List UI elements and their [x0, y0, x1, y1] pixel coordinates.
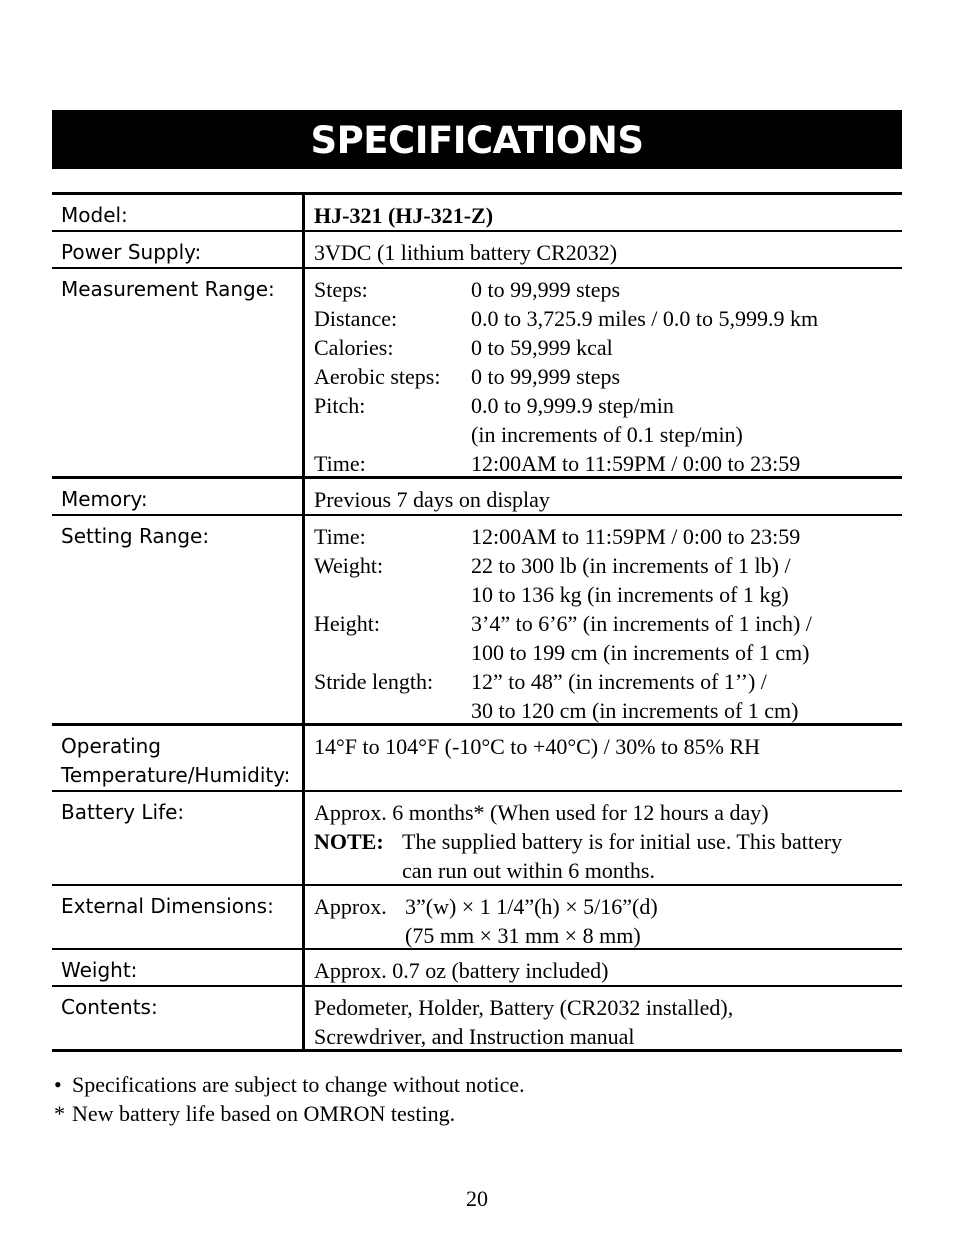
spec-label: Weight: — [52, 950, 305, 985]
spec-value: Pedometer, Holder, Battery (CR2032 installed), Screwdriver, and Instruction manual — [314, 995, 734, 1049]
spec-value: 3VDC (1 lithium battery CR2032) — [314, 240, 618, 265]
spec-row-contents — [52, 987, 902, 1052]
spec-row-memory — [52, 479, 902, 516]
specifications-table — [52, 192, 902, 1052]
spec-value — [305, 516, 902, 723]
setting-item: 30 to 120 cm (in increments of 1 cm) — [471, 698, 799, 723]
measurement-item: Calories: 0 to 59,999 kcal — [314, 335, 613, 360]
spec-label: Operating Temperature/Humidity: — [52, 726, 305, 790]
spec-row-external-dimensions — [52, 886, 902, 950]
spec-label: Battery Life: — [52, 792, 305, 884]
spec-value: Approx. 6 months* (When used for 12 hours a day) NOTE: The supplied battery is for initial use. This battery can run out within 6 months. — [305, 792, 902, 884]
setting-item: 10 to 136 kg (in increments of 1 kg) — [471, 582, 789, 607]
spec-value: 14°F to 104°F (-10°C to +40°C) / 30% to 85% RH — [314, 734, 761, 759]
footnotes — [54, 1070, 525, 1128]
page-title: SPECIFICATIONS — [52, 110, 902, 169]
setting-item: Height: 3’4” to 6’6” (in increments of 1 inch) / — [314, 611, 812, 636]
battery-note: NOTE: The supplied battery is for initial use. This battery can run out within 6 months. — [314, 829, 843, 883]
spec-row-model — [52, 195, 902, 232]
spec-row-battery-life — [52, 792, 902, 886]
measurement-item: Aerobic steps: 0 to 99,999 steps — [314, 364, 621, 389]
spec-label: External Dimensions: — [52, 886, 305, 948]
spec-row-measurement-range — [52, 269, 902, 479]
setting-item: Weight: 22 to 300 lb (in increments of 1 lb) / — [314, 553, 791, 578]
spec-label: Power Supply: — [52, 232, 305, 267]
spec-row-power-supply — [52, 232, 902, 269]
spec-value: Approx. 3”(w) × 1 1/4”(h) × 5/16”(d) (75 mm × 31 mm × 8 mm) — [314, 894, 658, 948]
spec-label: Memory: — [52, 479, 305, 514]
spec-label: Contents: — [52, 987, 305, 1049]
spec-label: Setting Range: — [52, 516, 305, 723]
footnote: • Specifications are subject to change without notice. — [54, 1072, 525, 1097]
setting-item: Stride length: 12” to 48” (in increments of 1’’) / — [314, 669, 767, 694]
spec-value — [305, 269, 902, 476]
spec-row-operating-conditions — [52, 726, 902, 792]
spec-label: Model: — [52, 195, 305, 230]
spec-value: Approx. 0.7 oz (battery included) — [314, 958, 609, 983]
measurement-item: Time: 12:00AM to 11:59PM / 0:00 to 23:59 — [314, 451, 801, 476]
spec-label: Measurement Range: — [52, 269, 305, 476]
setting-item: 100 to 199 cm (in increments of 1 cm) — [471, 640, 810, 665]
measurement-item: Distance: 0.0 to 3,725.9 miles / 0.0 to 5,999.9 km — [314, 306, 819, 331]
spec-value: HJ-321 (HJ-321-Z) — [314, 203, 494, 228]
measurement-item: Steps: 0 to 99,999 steps — [314, 277, 621, 302]
footnote: * New battery life based on OMRON testing. — [54, 1101, 456, 1126]
spec-row-setting-range — [52, 516, 902, 726]
measurement-item: Pitch: 0.0 to 9,999.9 step/min — [314, 393, 674, 418]
setting-item: Time: 12:00AM to 11:59PM / 0:00 to 23:59 — [314, 524, 801, 549]
spec-row-weight — [52, 950, 902, 987]
page-number: 20 — [466, 1186, 488, 1211]
spec-value: Previous 7 days on display — [314, 487, 550, 512]
measurement-item: (in increments of 0.1 step/min) — [471, 422, 743, 447]
